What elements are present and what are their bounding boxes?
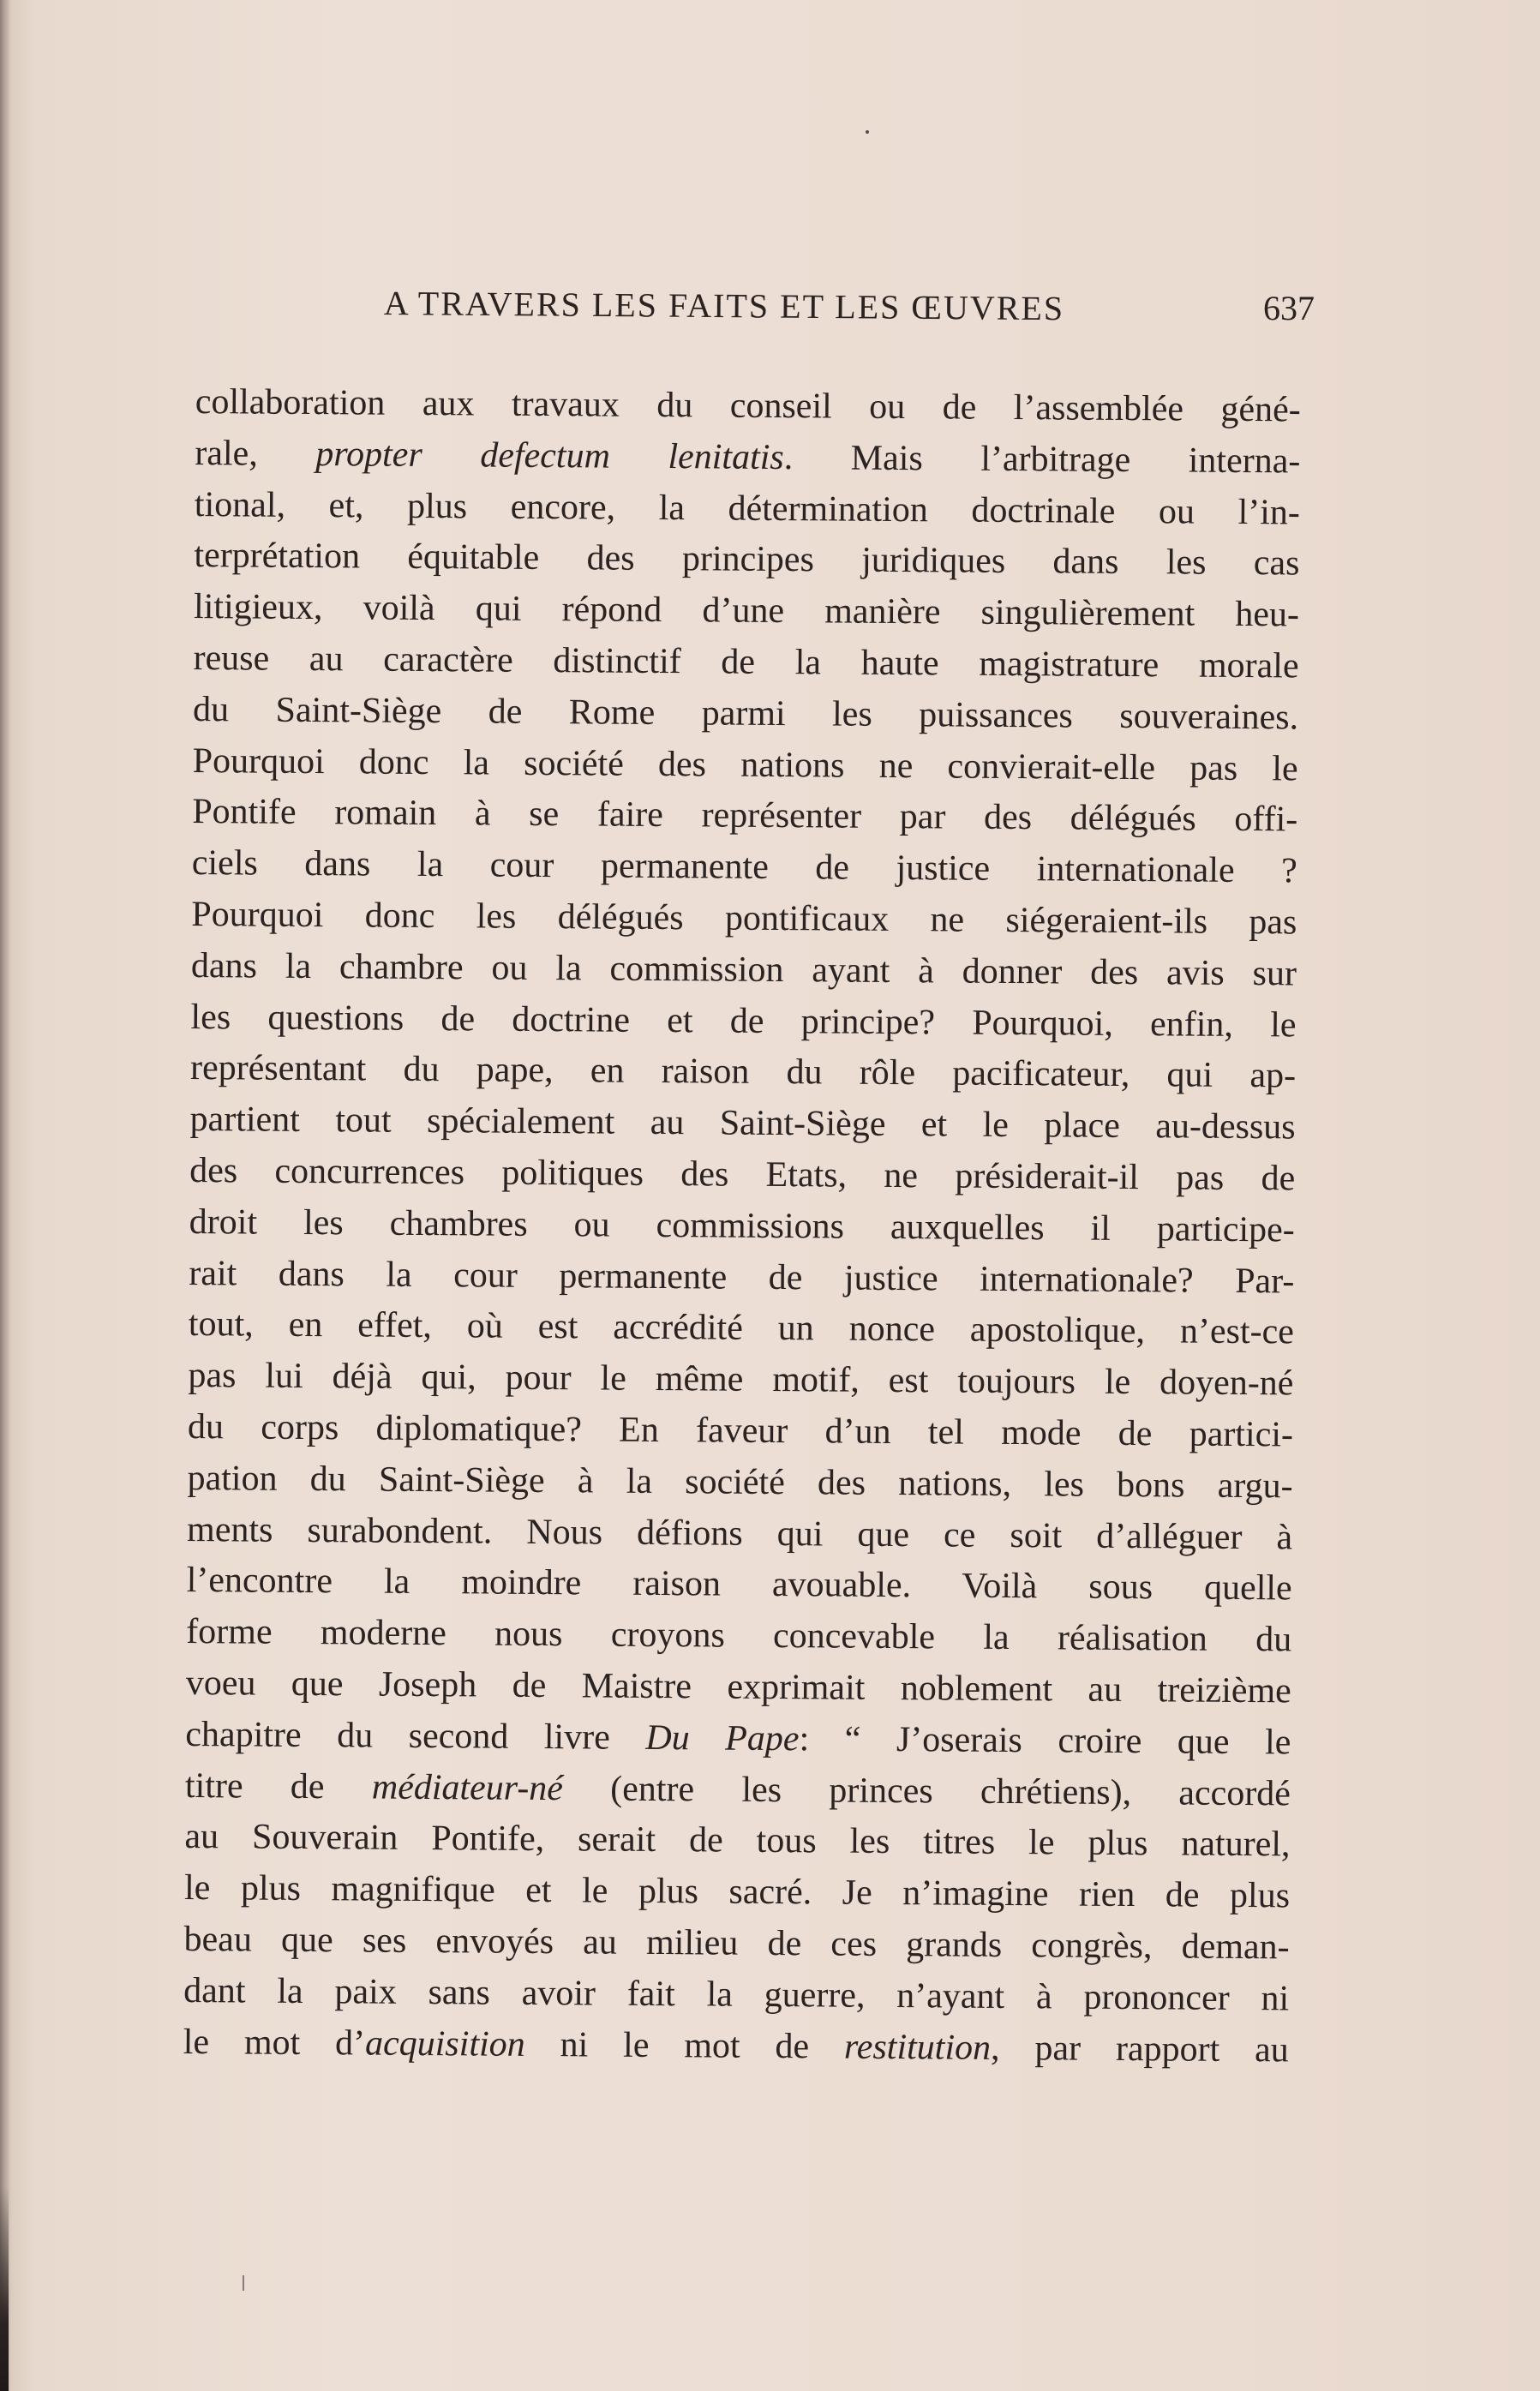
text-line: Pourquoi donc les délégués pontificaux ne siégeraient-ils pas	[191, 894, 1297, 943]
text-line: le plus magnifique et le plus sacré. Je n’imagine rien de plus	[183, 1868, 1291, 1916]
text-line: des concurrences politiques des Etats, ne présiderait-il pas de	[189, 1150, 1296, 1199]
text-line: beau que ses envoyés au milieu de ces grands congrès, deman-	[183, 1919, 1290, 1968]
body-text	[183, 377, 1309, 2076]
print-mark	[243, 2275, 244, 2291]
text-line: Pourquoi donc la société des nations ne convierait-elle pas le	[192, 740, 1298, 789]
text-line: dant la paix sans avoir fait la guerre, n’ayant à prononcer ni	[183, 1970, 1290, 2019]
text-line: du Saint-Siège de Rome parmi les puissances souveraines.	[192, 689, 1299, 738]
text-line: voeu que Joseph de Maistre exprimait noblement au treizième	[185, 1663, 1291, 1711]
text-line: Pontife romain à se faire représenter par des délégués offi-	[192, 792, 1298, 840]
text-line: titre de médiateur-né (entre les princes chrétiens), accordé	[184, 1765, 1291, 1813]
text-line: pas lui déjà qui, pour le même motif, est toujours le doyen-né	[188, 1356, 1294, 1404]
text-line: ciels dans la cour permanente de justice internationale ?	[191, 843, 1297, 891]
running-title: A TRAVERS LES FAITS ET LES ŒUVRES	[383, 283, 1065, 328]
text-line: au Souverain Pontife, serait de tous les titres le plus naturel,	[184, 1817, 1291, 1865]
text-line: litigieux, voilà qui répond d’une manière singulièrement heu-	[193, 587, 1300, 635]
spine-shadow	[0, 0, 10, 2391]
text-line: le mot d’acquisition ni le mot de restitution, par rapport au	[183, 2022, 1289, 2070]
text-line: chapitre du second livre Du Pape: “ J’oserais croire que le	[185, 1714, 1291, 1763]
text-line: reuse au caractère distinctif de la haute magistrature morale	[193, 638, 1299, 686]
text-line: ments surabondent. Nous défions qui que ce soit d’alléguer à	[186, 1509, 1293, 1557]
running-head	[0, 283, 1540, 334]
text-line: rale, propter defectum lenitatis. Mais l’arbitrage interna-	[195, 433, 1301, 482]
text-line: tout, en effet, où est accrédité un nonce apostolique, n’est-ce	[188, 1304, 1295, 1352]
text-line: du corps diplomatique? En faveur d’un tel mode de partici-	[187, 1406, 1294, 1455]
text-line: pation du Saint-Siège à la société des nations, les bons argu-	[187, 1458, 1293, 1507]
text-line: représentant du pape, en raison du rôle pacificateur, qui ap-	[189, 1048, 1297, 1096]
text-line: rait dans la cour permanente de justice internationale? Par-	[189, 1253, 1295, 1301]
page-edge-shadow	[0, 2185, 9, 2391]
text-line: partient tout spécialement au Saint-Siège et le place au-dessus	[189, 1100, 1296, 1148]
text-line: forme moderne nous croyons concevable la réalisation du	[186, 1612, 1292, 1660]
text-line: droit les chambres ou commissions auxquelles il participe-	[189, 1201, 1295, 1250]
text-line: terprétation équitable des principes juridiques dans les cas	[194, 536, 1300, 584]
text-line: tional, et, plus encore, la détermination doctrinale ou l’in-	[194, 484, 1301, 533]
text-line: les questions de doctrine et de principe? Pourquoi, enfin, le	[190, 997, 1297, 1045]
text-line: dans la chambre ou la commission ayant à donner des avis sur	[190, 945, 1297, 994]
page-number: 637	[1263, 289, 1315, 327]
text-line: collaboration aux travaux du conseil ou de l’assemblée géné-	[195, 381, 1301, 430]
print-speck	[866, 130, 869, 134]
text-line: l’encontre la moindre raison avouable. Voilà sous quelle	[186, 1561, 1292, 1609]
